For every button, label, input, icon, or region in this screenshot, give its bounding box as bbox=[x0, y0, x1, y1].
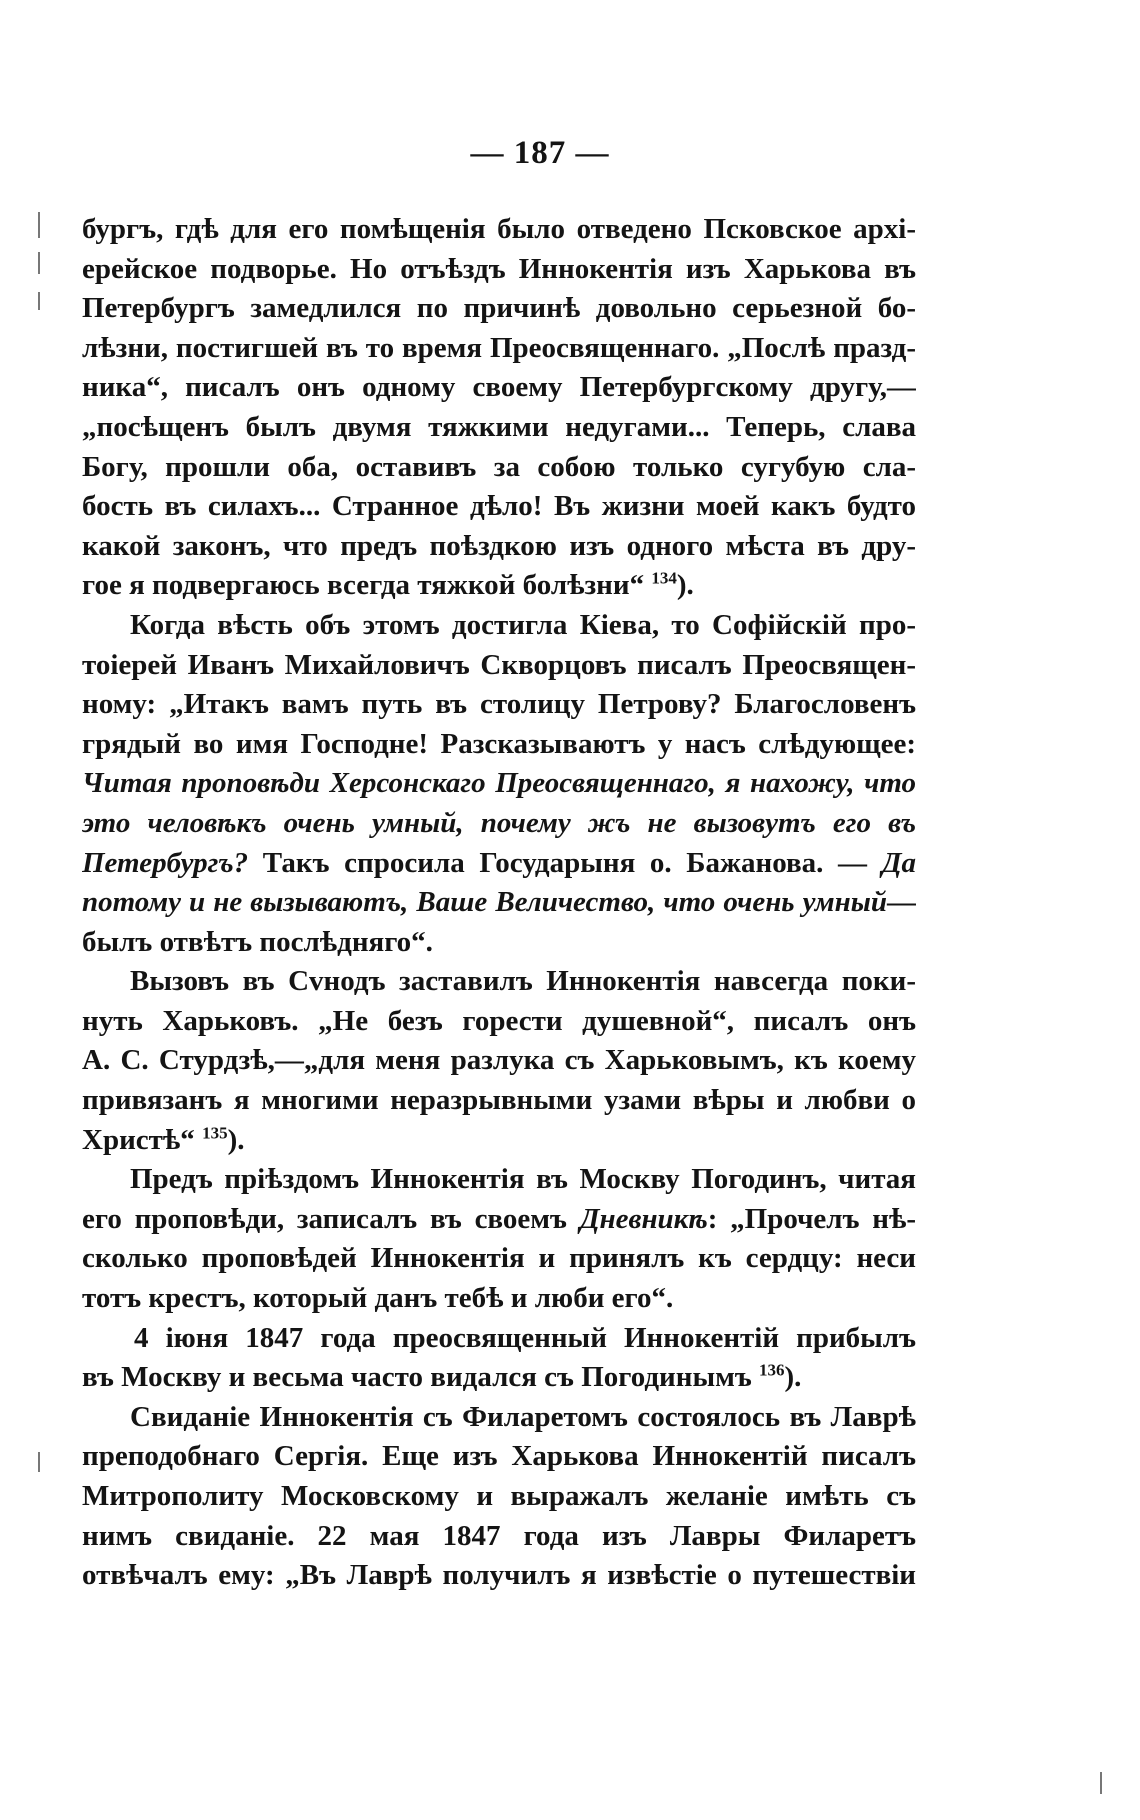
text-segment: Митрополиту Московскому и выражалъ желаніе имѣть съ bbox=[82, 1480, 916, 1512]
text-line bbox=[82, 566, 916, 606]
text-line bbox=[82, 1319, 916, 1359]
text-segment: тоіерей Иванъ Михайловичъ Скворцовъ писалъ Преосвящен- bbox=[82, 648, 916, 681]
text-line bbox=[82, 1398, 916, 1438]
text-segment: Вызовъ въ Сvнодъ заставилъ Иннокентія навсегда поки- bbox=[130, 965, 916, 998]
text-segment: „посѣщенъ былъ двумя тяжкими недугами... Теперь, слава bbox=[82, 410, 916, 443]
text-segment: потому и не вызываютъ, Ваше Величество, что очень умный bbox=[82, 886, 887, 919]
text-segment: отвѣчалъ ему: „Въ Лаврѣ получилъ я извѣстіе о путешествіи bbox=[82, 1559, 916, 1592]
text-segment: былъ отвѣтъ послѣдняго“. bbox=[82, 925, 433, 958]
margin-mark bbox=[38, 252, 40, 274]
text-line bbox=[82, 448, 916, 488]
text-line bbox=[82, 646, 916, 686]
text-segment: бость въ силахъ... Странное дѣло! Въ жизни моей какъ будто bbox=[82, 490, 916, 523]
text-segment: ника“, писалъ онъ одному своему Петербургскому другу,— bbox=[82, 371, 916, 404]
text-segment: ). bbox=[784, 1361, 802, 1394]
text-line bbox=[82, 1002, 916, 1042]
text-segment: бургъ, гдѣ для его помѣщенія было отведено Псковское архі- bbox=[82, 213, 916, 245]
text-segment: Христѣ“ bbox=[82, 1123, 203, 1156]
margin-mark bbox=[38, 292, 40, 310]
text-line bbox=[82, 923, 916, 963]
text-segment: Да bbox=[881, 846, 916, 879]
footnote-ref: 136 bbox=[759, 1360, 785, 1380]
text-segment: Петербургъ замедлился по причинѣ довольно серьезной бо- bbox=[82, 292, 916, 325]
text-line bbox=[82, 210, 916, 250]
text-segment: нимъ свиданіе. 22 мая 1847 года изъ Лавры Филаретъ bbox=[82, 1519, 916, 1552]
text-line bbox=[82, 725, 916, 765]
text-segment: въ Москву и весьма часто видался съ Погодинымъ bbox=[82, 1361, 759, 1394]
margin-mark bbox=[1100, 1772, 1102, 1794]
text-line bbox=[82, 883, 916, 923]
text-line bbox=[82, 1279, 916, 1319]
text-line bbox=[82, 1081, 916, 1121]
text-segment: Петербургъ? bbox=[82, 846, 249, 879]
text-segment: ). bbox=[676, 569, 694, 602]
text-line bbox=[82, 1121, 916, 1161]
text-segment: Читая проповѣди Херсонскаго Преосвященнаго, я нахожу, что bbox=[82, 767, 916, 800]
text-segment: А. С. Стурдзѣ,—„для меня разлука съ Харьковымъ, къ коему bbox=[82, 1044, 916, 1077]
text-line bbox=[82, 329, 916, 369]
text-segment: — bbox=[887, 886, 916, 919]
text-line bbox=[82, 1556, 916, 1596]
text-segment: преподобнаго Сергія. Еще изъ Харькова Иннокентій писалъ bbox=[82, 1440, 916, 1473]
text-line bbox=[82, 1477, 916, 1517]
margin-mark bbox=[38, 212, 40, 238]
text-segment: лѣзни, постигшей въ то время Преосвященнаго. „Послѣ празд- bbox=[82, 331, 916, 364]
footnote-ref: 135 bbox=[202, 1123, 228, 1142]
text-line bbox=[82, 685, 916, 725]
text-segment: его проповѣди, записалъ въ своемъ bbox=[82, 1202, 580, 1235]
text-line bbox=[82, 527, 916, 567]
text-line bbox=[82, 606, 916, 646]
text-line bbox=[82, 408, 916, 448]
text-segment: ному: „Итакъ вамъ путь въ столицу Петрову? Благословенъ bbox=[82, 688, 916, 721]
text-segment: нуть Харьковъ. „Не безъ горести душевной“, писалъ онъ bbox=[82, 1004, 916, 1037]
text-segment: это человѣкъ очень умный, почему жъ не вызовутъ его въ bbox=[82, 806, 916, 839]
text-line bbox=[82, 1041, 916, 1081]
footnote-ref: 134 bbox=[651, 568, 677, 588]
text-segment: грядый во имя Господне! Разсказываютъ у насъ слѣдующее: bbox=[82, 727, 916, 760]
text-segment: ерейское подворье. Но отъѣздъ Иннокентія изъ Харькова въ bbox=[82, 252, 916, 285]
text-line bbox=[82, 1239, 916, 1279]
text-segment: Дневникѣ bbox=[579, 1202, 708, 1235]
text-line bbox=[82, 1200, 916, 1240]
text-segment: Такъ спросила Государыня о. Бажанова. — bbox=[248, 846, 882, 879]
text-segment: Когда вѣсть объ этомъ достигла Кіева, то Софійскій про- bbox=[130, 608, 916, 641]
text-segment: Свиданіе Иннокентія съ Филаретомъ состоялось въ Лаврѣ bbox=[130, 1400, 916, 1433]
text-line bbox=[82, 764, 916, 804]
text-segment: Предъ пріѣздомъ Иннокентія въ Москву Погодинъ, читая bbox=[130, 1163, 916, 1196]
text-line bbox=[82, 487, 916, 527]
text-line bbox=[82, 289, 916, 329]
text-line bbox=[82, 1160, 916, 1200]
margin-mark bbox=[38, 1452, 40, 1472]
text-line bbox=[82, 1517, 916, 1557]
body-text bbox=[82, 210, 916, 1596]
text-line bbox=[82, 844, 916, 884]
text-segment: : „Прочелъ нѣ- bbox=[707, 1202, 916, 1235]
text-segment: привязанъ я многими неразрывными узами вѣры и любви о bbox=[82, 1084, 916, 1117]
text-line bbox=[82, 804, 916, 844]
text-segment: гое я подвергаюсь всегда тяжкой болѣзни“ bbox=[82, 569, 652, 602]
page-number: — 187 — bbox=[470, 135, 610, 171]
text-line bbox=[82, 962, 916, 1002]
text-segment: Богу, прошли оба, оставивъ за собою только сугубую сла- bbox=[82, 450, 916, 483]
text-line bbox=[82, 250, 916, 290]
text-line bbox=[82, 1358, 916, 1398]
text-segment: какой законъ, что предъ поѣздкою изъ одного мѣста въ дру- bbox=[82, 529, 916, 562]
text-segment: тотъ крестъ, который данъ тебѣ и люби его“. bbox=[82, 1282, 674, 1315]
text-segment: ). bbox=[227, 1123, 245, 1156]
text-segment: 4 іюня 1847 года преосвященный Иннокентій прибылъ bbox=[134, 1321, 916, 1354]
text-line bbox=[82, 368, 916, 408]
text-segment: сколько проповѣдей Иннокентія и принялъ къ сердцу: неси bbox=[82, 1242, 916, 1275]
text-line bbox=[82, 1437, 916, 1477]
